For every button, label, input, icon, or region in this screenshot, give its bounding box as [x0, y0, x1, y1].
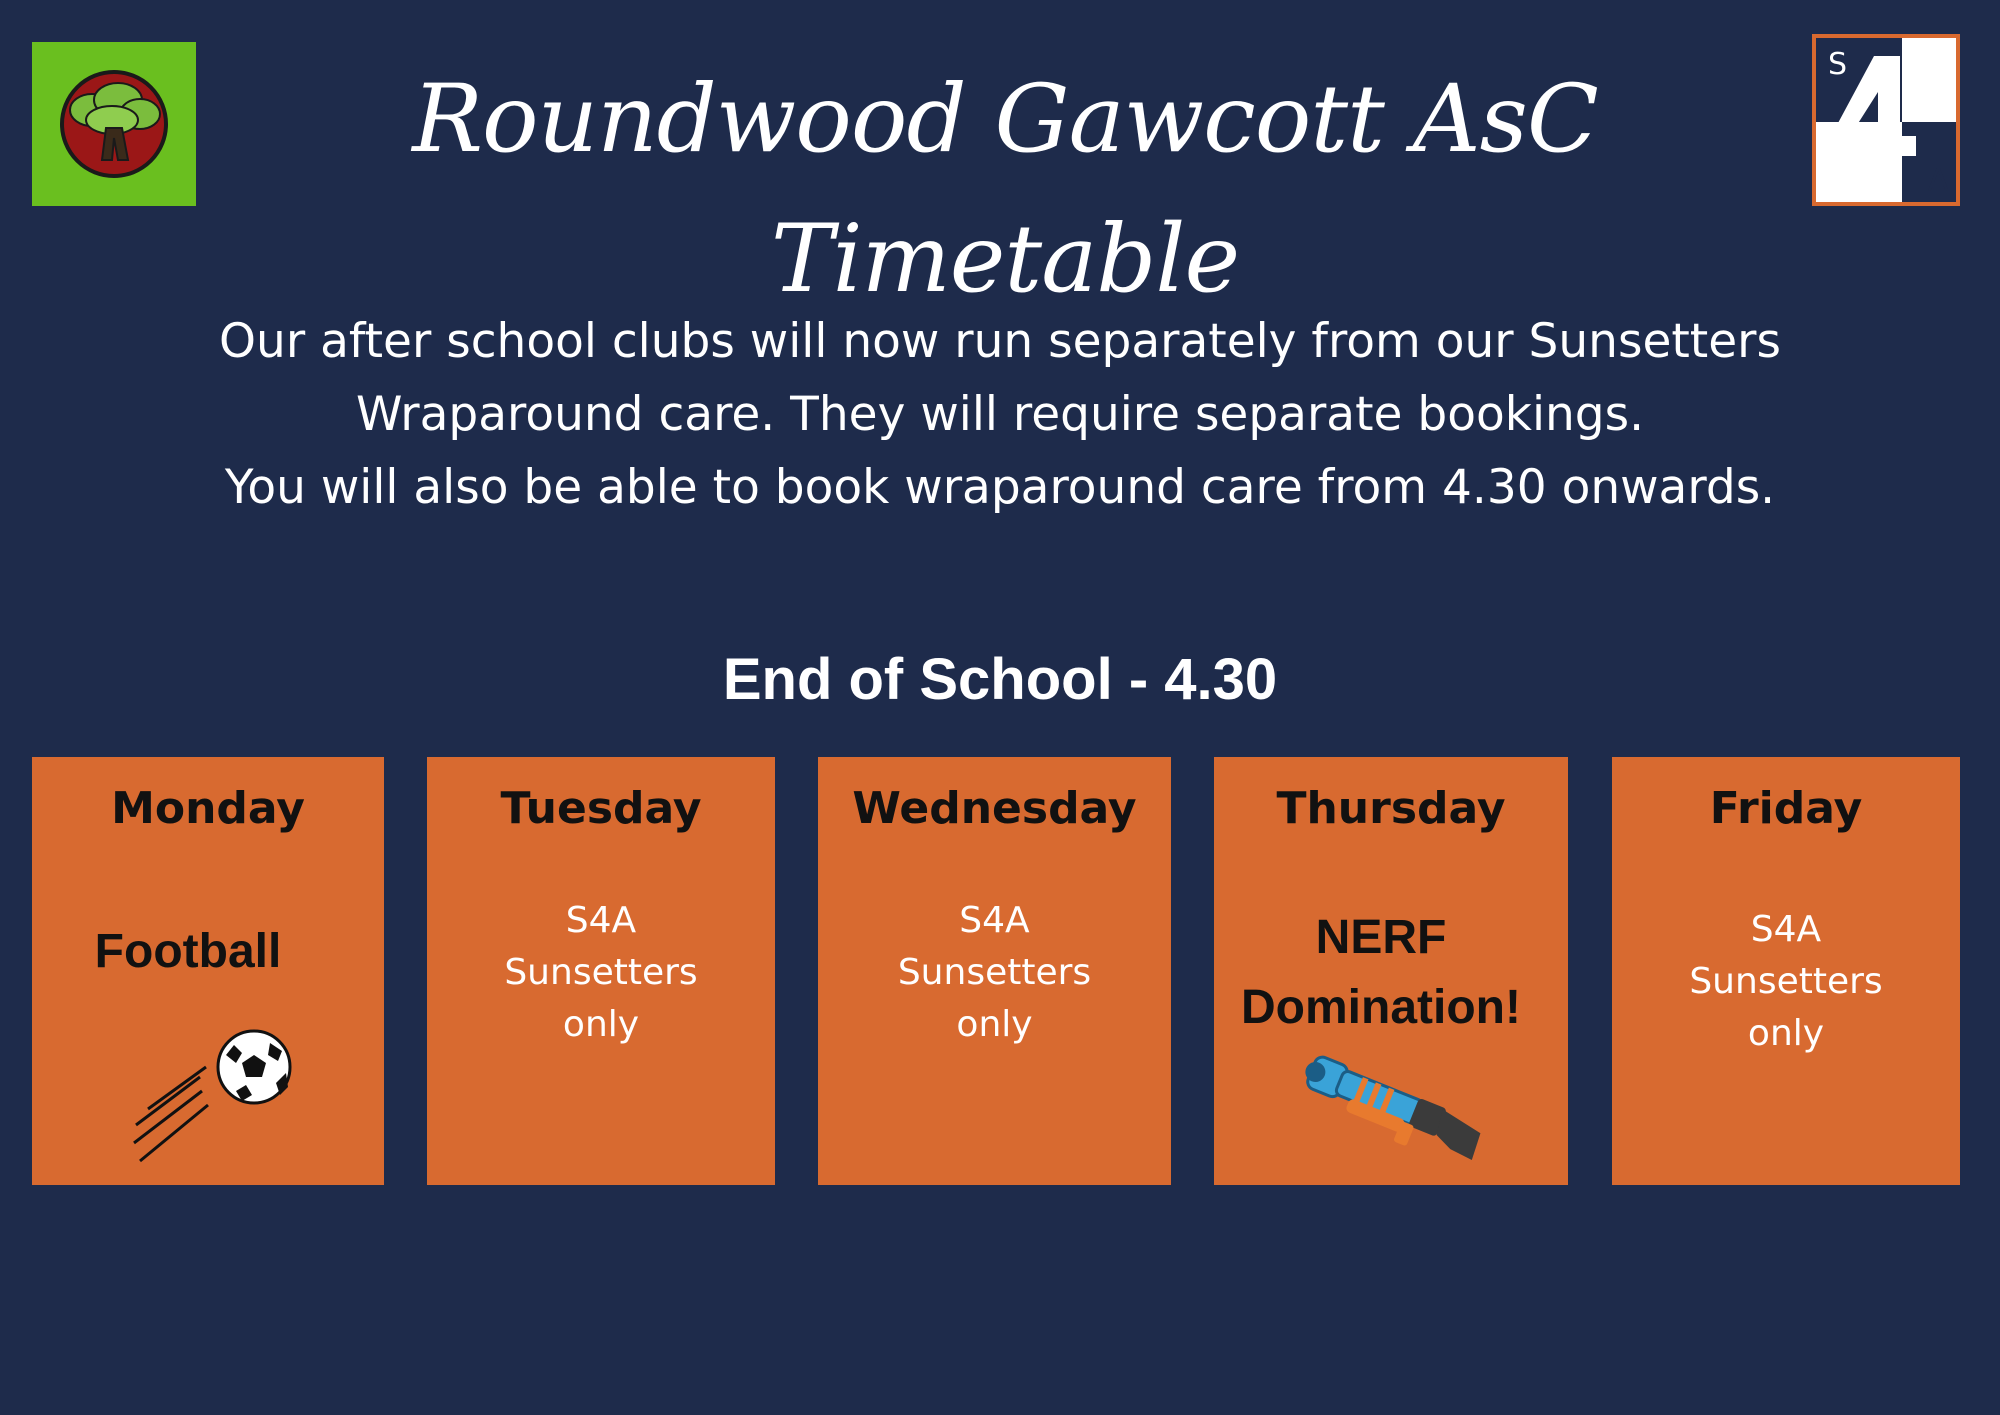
activity-label: Football: [94, 925, 282, 978]
activity-line: Sunsetters: [504, 952, 698, 993]
day-card-friday: [1612, 757, 1960, 1185]
activity-text: [427, 895, 775, 1051]
page-title: Roundwood Gawcott AsC Timetable: [412, 65, 1598, 314]
activity-line: NERF: [1315, 911, 1447, 964]
activity-line: Sunsetters: [1689, 961, 1883, 1002]
activity-line: only: [1747, 1013, 1825, 1054]
day-card-tuesday: [427, 757, 775, 1185]
s4a-logo-icon: [1816, 38, 1956, 202]
day-name: Friday: [1709, 783, 1863, 834]
activity-line: S4A: [959, 900, 1030, 941]
activity-line: only: [956, 1004, 1033, 1045]
intro-line: Our after school clubs will now run separately from our Sunsetters: [219, 314, 1781, 369]
day-card-monday: [32, 757, 384, 1185]
school-logo: [32, 42, 196, 206]
session-title: End of School - 4.30: [722, 647, 1278, 712]
day-name: Tuesday: [500, 783, 702, 834]
s4a-logo-letter-s: S: [1828, 47, 1848, 82]
activity-line: Domination!: [1241, 981, 1521, 1034]
activity-line: only: [562, 1004, 640, 1045]
tree-logo-icon: [32, 42, 196, 206]
day-name: Thursday: [1276, 783, 1506, 834]
activity-line: S4A: [1750, 909, 1822, 950]
nerf-blaster-icon: [1294, 1047, 1494, 1167]
day-card-thursday: [1214, 757, 1568, 1185]
intro-line: You will also be able to book wraparound care from 4.30 onwards.: [224, 460, 1776, 515]
s4a-logo: [1812, 34, 1960, 206]
activity-text: [1612, 904, 1960, 1060]
activity-line: S4A: [565, 900, 637, 941]
football-icon: [130, 1025, 294, 1165]
day-name: Wednesday: [852, 783, 1137, 834]
s4a-logo-letter-a: A: [1928, 163, 1949, 198]
day-name: Monday: [111, 783, 305, 834]
intro-text: [60, 305, 1940, 524]
intro-line: Wraparound care. They will require separate bookings.: [355, 387, 1645, 442]
activity-line: Sunsetters: [897, 952, 1092, 993]
day-card-wednesday: [818, 757, 1171, 1185]
activity-text: [818, 895, 1171, 1051]
activity-label: [1204, 903, 1558, 1043]
